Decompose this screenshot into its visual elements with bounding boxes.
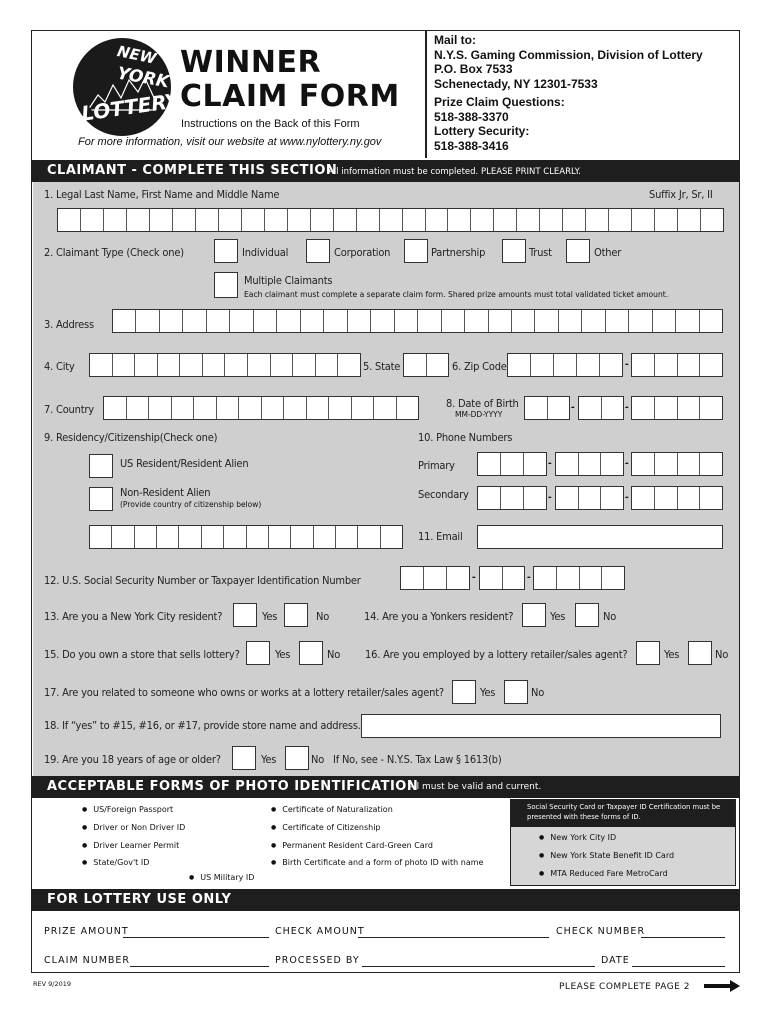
character-cell[interactable]	[81, 209, 104, 231]
q17-yes-label: Yes	[480, 686, 496, 699]
claim-number-label: CLAIM NUMBER	[44, 955, 131, 966]
character-cell[interactable]	[540, 209, 563, 231]
character-cell[interactable]	[503, 567, 525, 589]
character-cell[interactable]	[395, 310, 418, 332]
prize-amount-label: PRIZE AMOUNT	[44, 926, 129, 937]
character-cell[interactable]	[700, 310, 722, 332]
partnership-label: Partnership	[431, 246, 486, 259]
character-cell[interactable]	[501, 487, 524, 509]
id-item: ● MTA Reduced Fare MetroCard	[539, 869, 668, 878]
dob-day-input[interactable]	[578, 396, 624, 420]
character-cell[interactable]	[179, 526, 201, 548]
character-cell[interactable]	[173, 209, 196, 231]
character-cell[interactable]	[348, 310, 371, 332]
character-cell[interactable]	[316, 354, 339, 376]
dob-dash: -	[571, 401, 575, 413]
character-cell[interactable]	[314, 526, 336, 548]
multiple-claimants-label: Multiple Claimants	[244, 274, 333, 287]
id-item: ● Driver Learner Permit	[82, 841, 179, 850]
q16-yes-label: Yes	[664, 648, 680, 661]
check-amount-line[interactable]	[358, 937, 549, 938]
non-resident-label: Non-Resident Alien	[120, 486, 211, 499]
character-cell[interactable]	[478, 487, 501, 509]
q15-no-label: No	[327, 648, 341, 661]
citizenship-country-input[interactable]	[89, 525, 403, 549]
processed-by-label: PROCESSED BY	[275, 955, 360, 966]
q4-label: 4. City	[44, 360, 75, 373]
character-cell[interactable]	[381, 526, 402, 548]
character-cell[interactable]	[135, 354, 158, 376]
character-cell[interactable]	[225, 354, 248, 376]
character-cell[interactable]	[556, 453, 579, 475]
character-cell[interactable]	[601, 453, 623, 475]
name-input[interactable]	[57, 208, 724, 232]
character-cell[interactable]	[632, 453, 655, 475]
claimant-section-title: CLAIMANT - COMPLETE THIS SECTION	[47, 163, 338, 178]
character-cell[interactable]	[404, 354, 427, 376]
header-divider	[425, 30, 427, 158]
character-cell[interactable]	[104, 397, 127, 419]
character-cell[interactable]	[158, 354, 181, 376]
ny-lottery-logo	[73, 38, 181, 136]
character-cell[interactable]	[524, 487, 546, 509]
character-cell[interactable]	[207, 310, 230, 332]
q17-label: 17. Are you related to someone who owns or works at a lottery retailer/sales agent?	[44, 686, 444, 699]
character-cell[interactable]	[531, 354, 554, 376]
character-cell[interactable]	[90, 526, 112, 548]
character-cell[interactable]	[601, 487, 623, 509]
character-cell[interactable]	[554, 354, 577, 376]
character-cell[interactable]	[127, 397, 150, 419]
q2-label: 2. Claimant Type (Check one)	[44, 246, 184, 259]
character-cell[interactable]	[149, 397, 172, 419]
instructions-note: Instructions on the Back of this Form	[181, 118, 360, 130]
ssn-dash: -	[472, 571, 476, 583]
character-cell[interactable]	[150, 209, 173, 231]
character-cell[interactable]	[374, 397, 397, 419]
character-cell[interactable]	[655, 453, 678, 475]
id-item: ● New York City ID	[539, 833, 616, 842]
character-cell[interactable]	[534, 567, 557, 589]
date-label: DATE	[601, 955, 630, 966]
character-cell[interactable]	[338, 354, 360, 376]
character-cell[interactable]	[655, 397, 678, 419]
character-cell[interactable]	[471, 209, 494, 231]
q3-label: 3. Address	[44, 318, 94, 331]
character-cell[interactable]	[701, 209, 723, 231]
primary-area-code-input[interactable]	[477, 452, 547, 476]
id-item: ● US Military ID	[189, 873, 254, 882]
id-item: ● Driver or Non Driver ID	[82, 823, 185, 832]
character-cell[interactable]	[653, 310, 676, 332]
non-resident-note: (Provide country of citizenship below)	[120, 500, 262, 509]
character-cell[interactable]	[632, 209, 655, 231]
character-cell[interactable]	[352, 397, 375, 419]
character-cell[interactable]	[427, 354, 449, 376]
character-cell[interactable]	[230, 310, 253, 332]
character-cell[interactable]	[202, 526, 224, 548]
zip-code-input[interactable]	[507, 353, 623, 377]
character-cell[interactable]	[448, 209, 471, 231]
character-cell[interactable]	[563, 209, 586, 231]
character-cell[interactable]	[557, 567, 580, 589]
character-cell[interactable]	[655, 487, 678, 509]
character-cell[interactable]	[277, 310, 300, 332]
character-cell[interactable]	[579, 453, 602, 475]
store-info-input[interactable]	[361, 714, 721, 738]
character-cell[interactable]	[629, 310, 652, 332]
character-cell[interactable]	[535, 310, 558, 332]
secondary-line-input[interactable]	[631, 486, 723, 510]
zip-plus4-input[interactable]	[631, 353, 723, 377]
character-cell[interactable]	[700, 354, 722, 376]
q17-no-checkbox[interactable]	[504, 680, 528, 704]
character-cell[interactable]	[501, 453, 524, 475]
photo-id-section-bar	[31, 776, 740, 798]
q14-no-label: No	[603, 610, 617, 623]
character-cell[interactable]	[700, 453, 722, 475]
character-cell[interactable]	[586, 209, 609, 231]
q1-suffix: Suffix Jr, Sr, II	[649, 188, 713, 201]
character-cell[interactable]	[90, 354, 113, 376]
individual-label: Individual	[242, 246, 289, 259]
q14-label: 14. Are you a Yonkers resident?	[364, 610, 514, 623]
prize-questions-phone: 518-388-3370	[434, 109, 509, 124]
character-cell[interactable]	[401, 567, 424, 589]
non-resident-checkbox[interactable]	[89, 487, 113, 511]
character-cell[interactable]	[655, 209, 678, 231]
character-cell[interactable]	[112, 526, 134, 548]
character-cell[interactable]	[239, 397, 262, 419]
q13-no-checkbox[interactable]	[284, 603, 308, 627]
character-cell[interactable]	[58, 209, 81, 231]
q9-label: 9. Residency/Citizenship(Check one)	[44, 431, 218, 444]
id-item: ● Permanent Resident Card-Green Card	[271, 841, 433, 850]
character-cell[interactable]	[632, 487, 655, 509]
character-cell[interactable]	[678, 397, 701, 419]
photo-id-section-title: ACCEPTABLE FORMS OF PHOTO IDENTIFICATION	[47, 779, 419, 794]
q16-yes-checkbox[interactable]	[636, 641, 660, 665]
q19-no-label: No	[311, 753, 325, 766]
ssn-id-box	[510, 799, 736, 886]
q13-yes-checkbox[interactable]	[233, 603, 257, 627]
q1-label: 1. Legal Last Name, First Name and Middle Name	[44, 188, 280, 201]
character-cell[interactable]	[508, 354, 531, 376]
q16-no-checkbox[interactable]	[688, 641, 712, 665]
ssn-id-note: Social Security Card or Taxpayer ID Certification must be presented with these forms of ID.	[511, 800, 735, 827]
photo-id-section-note: All must be valid and current.	[408, 782, 542, 792]
character-cell[interactable]	[678, 209, 701, 231]
zip-dash: -	[625, 358, 629, 370]
q12-label: 12. U.S. Social Security Number or Taxpayer Identification Number	[44, 574, 361, 587]
character-cell[interactable]	[135, 526, 157, 548]
character-cell[interactable]	[494, 209, 517, 231]
character-cell[interactable]	[358, 526, 380, 548]
phone-dash: -	[548, 491, 552, 503]
state-input[interactable]	[403, 353, 449, 377]
character-cell[interactable]	[334, 209, 357, 231]
corporation-label: Corporation	[334, 246, 391, 259]
character-cell[interactable]	[262, 397, 285, 419]
address-input[interactable]	[112, 309, 723, 333]
character-cell[interactable]	[194, 397, 217, 419]
q6-label: 6. Zip Code	[452, 360, 507, 373]
character-cell[interactable]	[609, 209, 632, 231]
id-item: ● Birth Certificate and a form of photo ID with name	[271, 858, 483, 867]
prize-questions-label: Prize Claim Questions:	[434, 95, 565, 109]
claimant-section-note: All information must be completed. PLEASE PRINT CLEARLY.	[328, 167, 581, 177]
mail-to-line: Mail to:	[434, 33, 476, 47]
character-cell[interactable]	[632, 397, 655, 419]
continue-note: PLEASE COMPLETE PAGE 2	[559, 982, 690, 992]
claim-number-line[interactable]	[130, 966, 269, 967]
ssn-dash: -	[527, 571, 531, 583]
email-input[interactable]	[477, 525, 723, 549]
date-line[interactable]	[632, 966, 725, 967]
character-cell[interactable]	[254, 310, 277, 332]
character-cell[interactable]	[525, 397, 548, 419]
primary-prefix-input[interactable]	[555, 452, 624, 476]
logo-text-new: NEW	[115, 42, 158, 68]
character-cell[interactable]	[307, 397, 330, 419]
character-cell[interactable]	[380, 209, 403, 231]
check-amount-label: CHECK AMOUNT	[275, 926, 365, 937]
character-cell[interactable]	[242, 209, 265, 231]
primary-phone-label: Primary	[418, 459, 455, 472]
dob-format: MM-DD-YYYY	[455, 410, 503, 419]
character-cell[interactable]	[632, 354, 655, 376]
character-cell[interactable]	[291, 526, 313, 548]
character-cell[interactable]	[357, 209, 380, 231]
character-cell[interactable]	[157, 526, 179, 548]
character-cell[interactable]	[160, 310, 183, 332]
q19-note: If No, see - N.Y.S. Tax Law § 1613(b)	[333, 753, 502, 766]
character-cell[interactable]	[180, 354, 203, 376]
id-item: ● New York State Benefit ID Card	[539, 851, 674, 860]
character-cell[interactable]	[602, 567, 624, 589]
form-title-line1: WINNER	[180, 45, 322, 80]
character-cell[interactable]	[224, 526, 246, 548]
claimant-section-bar	[31, 160, 740, 182]
character-cell[interactable]	[311, 209, 334, 231]
q14-yes-checkbox[interactable]	[522, 603, 546, 627]
multiple-claimants-note: Each claimant must complete a separate claim form. Shared prize amounts must total validated ticket amount.	[244, 290, 669, 299]
character-cell[interactable]	[418, 310, 441, 332]
character-cell[interactable]	[582, 310, 605, 332]
character-cell[interactable]	[284, 397, 307, 419]
q15-yes-checkbox[interactable]	[246, 641, 270, 665]
character-cell[interactable]	[548, 397, 570, 419]
character-cell[interactable]	[104, 209, 127, 231]
q10-label: 10. Phone Numbers	[418, 431, 513, 444]
character-cell[interactable]	[600, 354, 622, 376]
other-label: Other	[594, 246, 622, 259]
id-item: ● US/Foreign Passport	[82, 805, 173, 814]
secondary-prefix-input[interactable]	[555, 486, 624, 510]
character-cell[interactable]	[371, 310, 394, 332]
security-phone: 518-388-3416	[434, 138, 509, 153]
multiple-claimants-checkbox[interactable]	[214, 272, 238, 298]
character-cell[interactable]	[426, 209, 449, 231]
character-cell[interactable]	[655, 354, 678, 376]
check-number-label: CHECK NUMBER	[556, 926, 646, 937]
character-cell[interactable]	[247, 526, 269, 548]
partnership-checkbox[interactable]	[404, 239, 428, 263]
q14-yes-label: Yes	[550, 610, 566, 623]
ssn-part1-input[interactable]	[400, 566, 470, 590]
id-item: ● Certificate of Naturalization	[271, 805, 393, 814]
dob-dash: -	[625, 401, 629, 413]
ssn-part2-input[interactable]	[479, 566, 525, 590]
q7-label: 7. Country	[44, 403, 94, 416]
character-cell[interactable]	[219, 209, 242, 231]
character-cell[interactable]	[269, 526, 291, 548]
trust-label: Trust	[529, 246, 552, 259]
character-cell[interactable]	[136, 310, 159, 332]
logo-text-york: YORK	[115, 63, 171, 93]
q16-label: 16. Are you employed by a lottery retailer/sales agent?	[365, 648, 628, 661]
character-cell[interactable]	[172, 397, 195, 419]
character-cell[interactable]	[577, 354, 600, 376]
character-cell[interactable]	[579, 487, 602, 509]
character-cell[interactable]	[678, 487, 701, 509]
character-cell[interactable]	[512, 310, 535, 332]
secondary-phone-label: Secondary	[418, 488, 469, 501]
character-cell[interactable]	[579, 397, 602, 419]
character-cell[interactable]	[293, 354, 316, 376]
q18-label: 18. If “yes” to #15, #16, or #17, provide store name and address.	[44, 719, 361, 732]
q13-yes-label: Yes	[262, 610, 278, 623]
prize-amount-line[interactable]	[123, 937, 269, 938]
security-label: Lottery Security:	[434, 124, 530, 138]
q17-yes-checkbox[interactable]	[452, 680, 476, 704]
character-cell[interactable]	[678, 354, 701, 376]
character-cell[interactable]	[196, 209, 219, 231]
character-cell[interactable]	[442, 310, 465, 332]
logo-text-lottery: LOTTERY	[79, 88, 181, 126]
q15-yes-label: Yes	[275, 648, 291, 661]
q19-yes-checkbox[interactable]	[232, 746, 256, 770]
character-cell[interactable]	[517, 209, 540, 231]
mail-to-block	[434, 33, 703, 153]
character-cell[interactable]	[480, 567, 503, 589]
character-cell[interactable]	[203, 354, 226, 376]
q5-label: 5. State	[363, 360, 401, 373]
character-cell[interactable]	[271, 354, 294, 376]
processed-by-line[interactable]	[362, 966, 595, 967]
website-note: For more information, visit our website at www.nylottery.ny.gov	[78, 136, 382, 148]
character-cell[interactable]	[127, 209, 150, 231]
character-cell[interactable]	[324, 310, 347, 332]
character-cell[interactable]	[403, 209, 426, 231]
secondary-area-code-input[interactable]	[477, 486, 547, 510]
q19-label: 19. Are you 18 years of age or older?	[44, 753, 221, 766]
character-cell[interactable]	[580, 567, 603, 589]
character-cell[interactable]	[478, 453, 501, 475]
us-resident-label: US Resident/Resident Alien	[120, 457, 249, 470]
individual-checkbox[interactable]	[214, 239, 238, 263]
character-cell[interactable]	[489, 310, 512, 332]
dob-year-input[interactable]	[631, 396, 723, 420]
character-cell[interactable]	[700, 397, 722, 419]
character-cell[interactable]	[676, 310, 699, 332]
character-cell[interactable]	[288, 209, 311, 231]
ssn-part3-input[interactable]	[533, 566, 625, 590]
arrow-right-icon	[704, 980, 740, 992]
mail-to-line: N.Y.S. Gaming Commission, Division of Lottery	[434, 47, 703, 62]
revision-note: REV 9/2019	[33, 980, 72, 988]
character-cell[interactable]	[248, 354, 271, 376]
q19-no-checkbox[interactable]	[285, 746, 309, 770]
us-resident-checkbox[interactable]	[89, 454, 113, 478]
primary-line-input[interactable]	[631, 452, 723, 476]
character-cell[interactable]	[602, 397, 624, 419]
q13-no-label: No	[316, 610, 330, 623]
q19-yes-label: Yes	[261, 753, 277, 766]
character-cell[interactable]	[113, 354, 136, 376]
character-cell[interactable]	[678, 453, 701, 475]
phone-dash: -	[625, 457, 629, 469]
character-cell[interactable]	[524, 453, 546, 475]
id-item: ● State/Gov't ID	[82, 858, 149, 867]
mail-to-line: Schenectady, NY 12301-7533	[434, 76, 598, 91]
check-number-line[interactable]	[641, 937, 725, 938]
character-cell[interactable]	[265, 209, 288, 231]
character-cell[interactable]	[465, 310, 488, 332]
q15-label: 15. Do you own a store that sells lottery?	[44, 648, 240, 661]
id-item: ● Certificate of Citizenship	[271, 823, 381, 832]
q15-no-checkbox[interactable]	[299, 641, 323, 665]
q13-label: 13. Are you a New York City resident?	[44, 610, 223, 623]
city-input[interactable]	[89, 353, 361, 377]
corporation-checkbox[interactable]	[306, 239, 330, 263]
character-cell[interactable]	[556, 487, 579, 509]
character-cell[interactable]	[301, 310, 324, 332]
lottery-use-section-bar	[31, 889, 740, 911]
character-cell[interactable]	[606, 310, 629, 332]
other-checkbox[interactable]	[566, 239, 590, 263]
character-cell[interactable]	[336, 526, 358, 548]
character-cell[interactable]	[700, 487, 722, 509]
character-cell[interactable]	[397, 397, 419, 419]
character-cell[interactable]	[447, 567, 469, 589]
character-cell[interactable]	[113, 310, 136, 332]
phone-dash: -	[548, 457, 552, 469]
character-cell[interactable]	[424, 567, 447, 589]
mail-to-line: P.O. Box 7533	[434, 62, 513, 76]
lottery-use-section-title: FOR LOTTERY USE ONLY	[47, 892, 232, 907]
dob-month-input[interactable]	[524, 396, 570, 420]
character-cell[interactable]	[329, 397, 352, 419]
phone-dash: -	[625, 491, 629, 503]
q16-no-label: No	[715, 648, 729, 661]
character-cell[interactable]	[559, 310, 582, 332]
q17-no-label: No	[531, 686, 545, 699]
q8-label: 8. Date of Birth	[446, 397, 519, 410]
trust-checkbox[interactable]	[502, 239, 526, 263]
character-cell[interactable]	[183, 310, 206, 332]
q14-no-checkbox[interactable]	[575, 603, 599, 627]
form-title-line2: CLAIM FORM	[180, 79, 400, 114]
country-input[interactable]	[103, 396, 419, 420]
character-cell[interactable]	[217, 397, 240, 419]
q11-label: 11. Email	[418, 530, 463, 543]
